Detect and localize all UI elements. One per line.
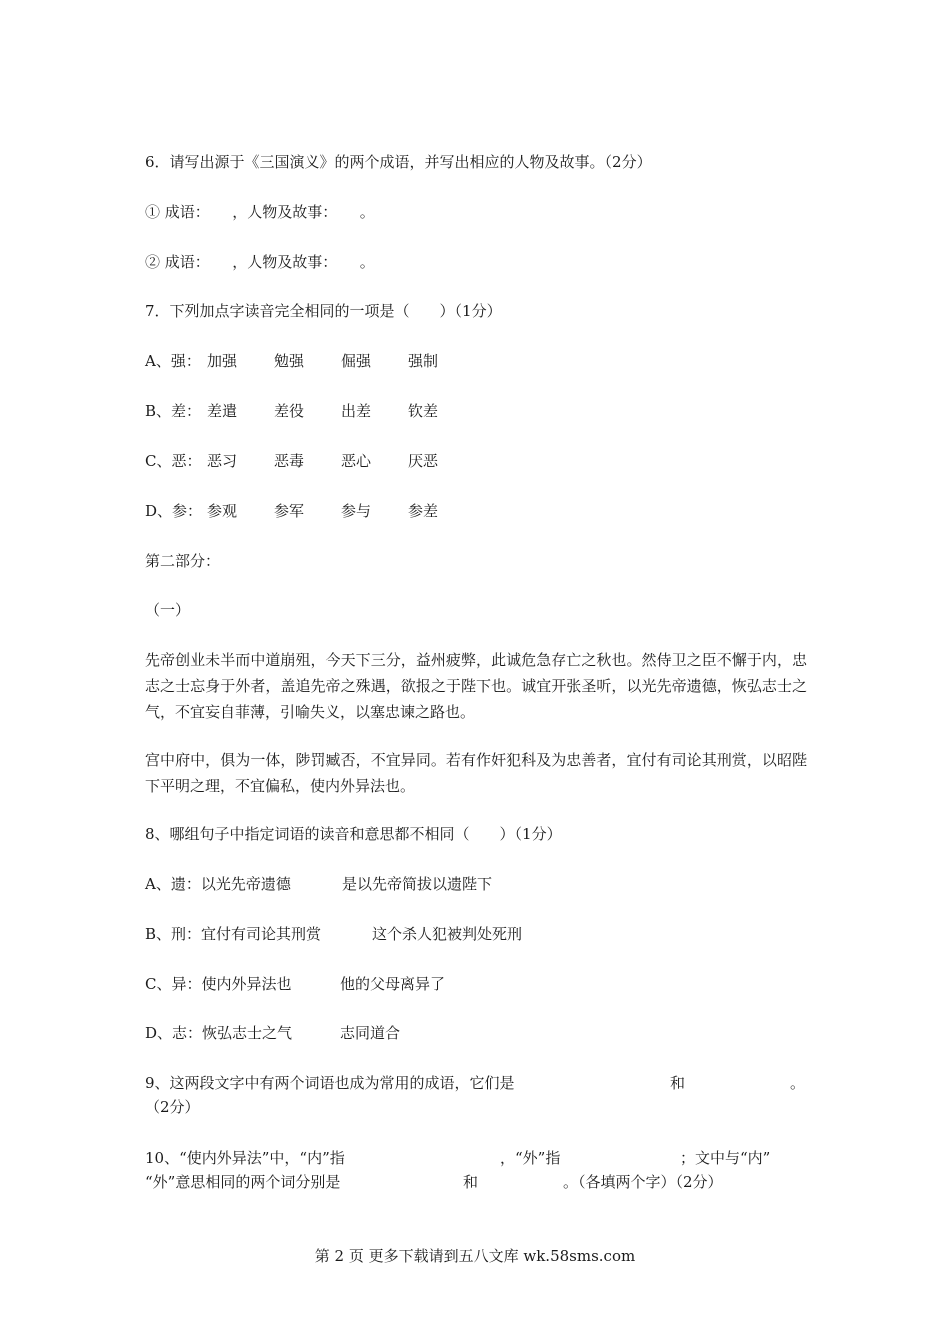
page-footer: 第 2 页 更多下载请到五八文库 wk.58sms.com — [314, 1247, 636, 1265]
option-head: B、刑：宜付有司论其刑赏 — [145, 925, 322, 943]
option-second: 这个杀人犯被判处死刑 — [372, 925, 523, 943]
q10-text-d: “外”意思相同的两个词分别是 — [145, 1173, 341, 1191]
q10-text-c: ；文中与“内” — [680, 1149, 771, 1167]
option-word: 参军 — [274, 502, 305, 520]
option-head: B、差： — [145, 402, 202, 420]
option-word: 厌恶 — [408, 452, 439, 470]
q9-end: 。 — [790, 1074, 806, 1092]
q10-text-a: 10、“使内外异法”中，“内”指 — [145, 1149, 345, 1167]
part2-section-label: （一） — [145, 601, 191, 619]
option-word: 恶心 — [341, 452, 372, 470]
option-word: 参与 — [341, 502, 372, 520]
option-head: C、恶： — [145, 452, 202, 470]
q9-text: 9、这两段文字中有两个词语也成为常用的成语，它们是 — [145, 1074, 515, 1092]
q10-text-f: 。（各填两个字）（2分） — [563, 1173, 723, 1191]
option-second: 志同道合 — [340, 1024, 401, 1042]
option-word: 倔强 — [341, 352, 372, 370]
passage-paragraph-2: 宫中府中，俱为一体，陟罚臧否，不宜异同。若有作奸犯科及为忠善者，宜付有司论其刑赏，以昭陛下平明之理，不宜偏私，使内外异法也。 — [145, 751, 807, 795]
q10-text-b: ，“外”指 — [500, 1149, 561, 1167]
option-word: 恶习 — [207, 452, 238, 470]
option-head: A、遗：以光先帝遗德 — [145, 875, 291, 893]
option-head: D、志：恢弘志士之气 — [145, 1024, 293, 1042]
passage-paragraph-1: 先帝创业未半而中道崩殂，今天下三分，益州疲弊，此诚危急存亡之秋也。然侍卫之臣不懈于内，忠志之士忘身于外者，盖追先帝之殊遇，欲报之于陛下也。诚宜开张圣听，以光先帝遗德，恢弘志士之气，不宜妄自菲薄，引喻失义，以塞忠谏之路也。 — [145, 651, 807, 721]
option-word: 强制 — [408, 352, 439, 370]
option-word: 参观 — [207, 502, 238, 520]
option-word: 勉强 — [274, 352, 305, 370]
q6-answer-line-2: ② 成语： ，人物及故事： 。 — [145, 253, 375, 271]
q6-answer-line-1: ① 成语： ，人物及故事： 。 — [145, 203, 375, 221]
q9-and: 和 — [670, 1074, 686, 1092]
q9-score: （2分） — [145, 1098, 200, 1116]
option-word: 钦差 — [408, 402, 439, 420]
q7-stem: 7．下列加点字读音完全相同的一项是（ ）（1分） — [145, 302, 502, 320]
option-word: 出差 — [341, 402, 372, 420]
option-word: 恶毒 — [274, 452, 305, 470]
option-word: 差遣 — [207, 402, 238, 420]
option-word: 加强 — [207, 352, 238, 370]
option-head: C、异：使内外异法也 — [145, 975, 292, 993]
q10-text-e: 和 — [463, 1173, 479, 1191]
option-second: 他的父母离异了 — [340, 975, 446, 993]
option-head: A、强： — [145, 352, 201, 370]
part2-title: 第二部分： — [145, 552, 221, 570]
q6-stem: 6．请写出源于《三国演义》的两个成语，并写出相应的人物及故事。（2分） — [145, 153, 652, 171]
option-second: 是以先帝简拔以遗陛下 — [342, 875, 493, 893]
q8-stem: 8、哪组句子中指定词语的读音和意思都不相同（ ）（1分） — [145, 825, 562, 843]
option-word: 差役 — [274, 402, 305, 420]
option-word: 参差 — [408, 502, 439, 520]
option-head: D、参： — [145, 502, 203, 520]
